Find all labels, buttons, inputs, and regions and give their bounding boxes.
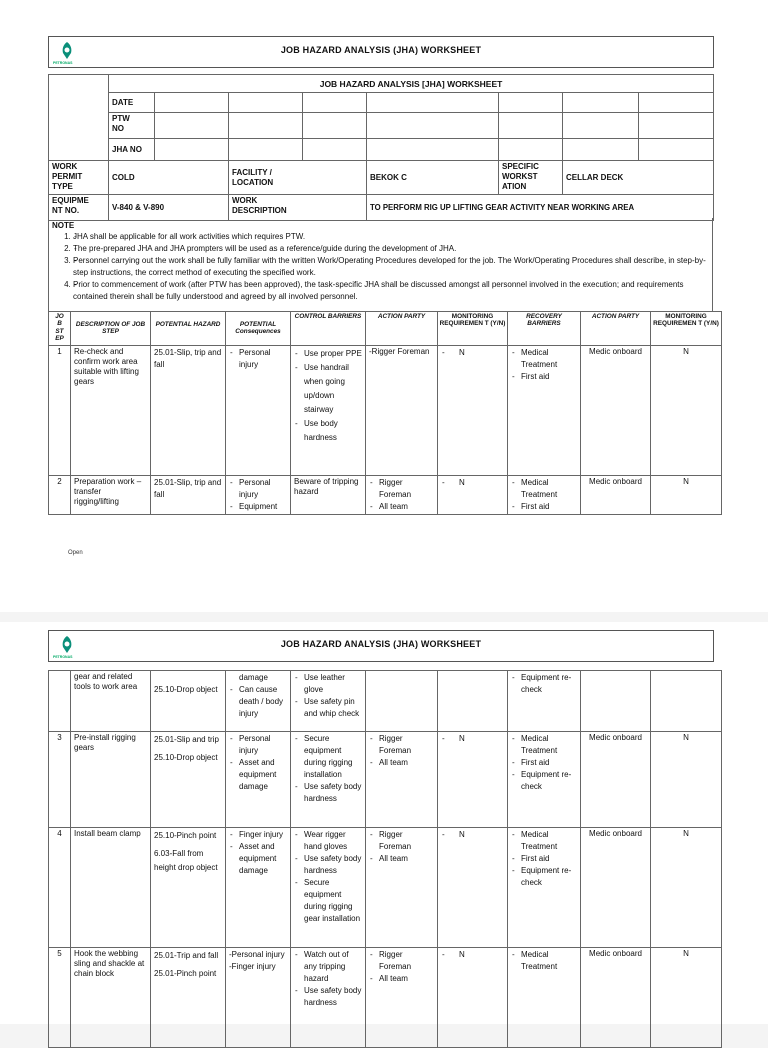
recovery-cell: - Medical Treatment - First aid - Equipment re-check — [508, 732, 581, 828]
note-box — [48, 218, 713, 312]
footer-classification: Open — [68, 550, 83, 556]
hazard-cell: 25.01-Slip, trip and fall — [151, 476, 226, 515]
hazard-cell: 25.01-Slip and trip 25.10-Drop object — [151, 732, 226, 828]
monitoring-cell: - N — [438, 346, 508, 476]
monitoring-2-cell: N — [651, 476, 722, 515]
consequences-cell: - Personal injury - Asset and equipment damage — [226, 732, 291, 828]
monitoring-cell: - N — [438, 828, 508, 948]
header-hazard: POTENTIAL HAZARD — [151, 312, 226, 346]
action-party-2-cell: Medic onboard — [581, 948, 651, 1048]
header-recovery: RECOVERY BARRIERS — [508, 312, 581, 346]
note-item: - 3. Personnel carrying out the work shall be fully familiar with the written Work/Operating Procedures developed for the job. The Work/Operating Procedures shall describe, in step-by-step instructions, the correct method of executing the specified work. — [73, 255, 709, 279]
work-description-label: WORK DESCRIPTION — [229, 195, 367, 221]
step-number: 1 — [49, 346, 71, 476]
action-party-cell: - Rigger Foreman - All team — [366, 476, 438, 515]
consequences-cell: - Finger injury - Asset and equipment damage — [226, 828, 291, 948]
logo-text: PETRONAS — [53, 61, 73, 65]
table-row — [49, 828, 722, 948]
note-item: - 4. Prior to commencement of work (after PTW has been approved), the task-specific JHA shall be discussed amongst all personnel involved in the execution; and requirements contained therein shall be fully understood and agreed by all involved personnel. — [73, 279, 709, 303]
jha-cell[interactable] — [303, 139, 367, 161]
info-table — [48, 74, 714, 221]
control-cell: - Use proper PPE - Use handrail when going up/down stairway - Use body hardness — [291, 346, 366, 476]
action-party-2-cell: Medic onboard — [581, 476, 651, 515]
monitoring-2-cell: N — [651, 828, 722, 948]
form-title: JOB HAZARD ANALYSIS [JHA] WORKSHEET — [109, 75, 714, 93]
page-header — [48, 630, 714, 662]
header-monitoring-2: MONITORING REQUIREMEN T (Y/N) — [651, 312, 722, 346]
date-cell[interactable] — [155, 93, 229, 113]
page-header — [48, 36, 714, 68]
ptw-cell[interactable] — [639, 113, 714, 139]
work-permit-type-value: COLD — [109, 161, 229, 195]
recovery-cell: - Equipment re-check — [508, 671, 581, 732]
step-description: Hook the webbing sling and shackle at chain block — [71, 948, 151, 1048]
action-party-cell: - Rigger Foreman - All team — [366, 948, 438, 1048]
consequences-cell: -Personal injury -Finger injury — [226, 948, 291, 1048]
step-description: gear and related tools to work area — [71, 671, 151, 732]
step-number: 4 — [49, 828, 71, 948]
control-cell: - Use leather glove - Use safety pin and whip check — [291, 671, 366, 732]
monitoring-2-cell: N — [651, 732, 722, 828]
recovery-cell: - Medical Treatment — [508, 948, 581, 1048]
jha-cell[interactable] — [639, 139, 714, 161]
action-party-2-cell: Medic onboard — [581, 346, 651, 476]
blank-cell — [49, 75, 109, 161]
table-row — [49, 948, 722, 1048]
facility-value: BEKOK C — [367, 161, 499, 195]
consequences-cell: - Personal injury — [226, 346, 291, 476]
jha-cell[interactable] — [499, 139, 563, 161]
note-item: - 1. JHA shall be applicable for all work activities which requires PTW. — [73, 231, 709, 243]
jha-label: JHA NO — [109, 139, 155, 161]
hazard-cell: 25.10-Drop object — [151, 671, 226, 732]
recovery-cell: - Medical Treatment - First aid - Equipment re-check — [508, 828, 581, 948]
step-description: Re-check and confirm work area suitable with lifting gears — [71, 346, 151, 476]
equipment-value: V-840 & V-890 — [109, 195, 229, 221]
date-cell[interactable] — [499, 93, 563, 113]
date-cell[interactable] — [229, 93, 303, 113]
consequences-cell: - Personal injury - Equipment — [226, 476, 291, 515]
note-list — [52, 231, 709, 303]
action-party-cell: - Rigger Foreman - All team — [366, 732, 438, 828]
specific-workstation-label: SPECIFIC WORKST ATION — [499, 161, 563, 195]
facility-label: FACILITY / LOCATION — [229, 161, 367, 195]
control-cell: - Wear rigger hand gloves - Use safety body hardness - Secure equipment during rigging gear installation — [291, 828, 366, 948]
monitoring-2-cell — [651, 671, 722, 732]
header-control: CONTROL BARRIERS — [291, 312, 366, 346]
action-party-cell: - Rigger Foreman - All team — [366, 828, 438, 948]
control-cell: - Watch out of any tripping hazard - Use safety body hardness — [291, 948, 366, 1048]
monitoring-2-cell: N — [651, 346, 722, 476]
logo-text: PETRONAS — [53, 655, 73, 659]
action-party-cell: -Rigger Foreman — [366, 346, 438, 476]
step-description: Pre-install rigging gears — [71, 732, 151, 828]
jha-cell[interactable] — [155, 139, 229, 161]
header-monitoring: MONITORING REQUIREMEN T (Y/N) — [438, 312, 508, 346]
date-cell[interactable] — [639, 93, 714, 113]
monitoring-cell: - N — [438, 732, 508, 828]
hazard-cell: 25.01-Trip and fall 25.01-Pinch point — [151, 948, 226, 1048]
step-number: 2 — [49, 476, 71, 515]
action-party-2-cell: Medic onboard — [581, 732, 651, 828]
recovery-cell: - Medical Treatment - First aid — [508, 346, 581, 476]
control-cell: - Secure equipment during rigging installation - Use safety body hardness — [291, 732, 366, 828]
ptw-cell[interactable] — [563, 113, 639, 139]
hazard-cell: 25.10-Pinch point 6.03-Fall from height drop object — [151, 828, 226, 948]
hazard-table — [48, 311, 722, 515]
date-cell[interactable] — [563, 93, 639, 113]
equipment-label: EQUIPME NT NO. — [49, 195, 109, 221]
date-cell[interactable] — [367, 93, 499, 113]
note-item: - 2. The pre-prepared JHA and JHA prompters will be used as a reference/guide during the development of JHA. — [73, 243, 709, 255]
table-row — [49, 346, 722, 476]
step-description: Install beam clamp — [71, 828, 151, 948]
hazard-cell: 25.01-Slip, trip and fall — [151, 346, 226, 476]
jha-cell[interactable] — [563, 139, 639, 161]
ptw-cell[interactable] — [155, 113, 229, 139]
monitoring-2-cell: N — [651, 948, 722, 1048]
header-job-step: JO B ST EP — [49, 312, 71, 346]
ptw-cell[interactable] — [229, 113, 303, 139]
ptw-label: PTW NO — [109, 113, 155, 139]
monitoring-cell: - N — [438, 948, 508, 1048]
date-label: DATE — [109, 93, 155, 113]
page-title: JOB HAZARD ANALYSIS (JHA) WORKSHEET — [280, 639, 482, 649]
jha-cell[interactable] — [367, 139, 499, 161]
header-action-party-2: ACTION PARTY — [581, 312, 651, 346]
page-2 — [0, 622, 768, 1024]
hazard-table-continued — [48, 670, 722, 1048]
step-number — [49, 671, 71, 732]
consequences-cell: damage - Can cause death / body injury — [226, 671, 291, 732]
step-number: 3 — [49, 732, 71, 828]
control-cell: Beware of tripping hazard — [291, 476, 366, 515]
table-row — [49, 732, 722, 828]
specific-workstation-value: CELLAR DECK — [563, 161, 714, 195]
ptw-cell[interactable] — [303, 113, 367, 139]
jha-cell[interactable] — [229, 139, 303, 161]
step-number: 5 — [49, 948, 71, 1048]
page-title: JOB HAZARD ANALYSIS (JHA) WORKSHEET — [280, 45, 482, 55]
action-party-2-cell — [581, 671, 651, 732]
work-permit-type-label: WORK PERMIT TYPE — [49, 161, 109, 195]
action-party-cell — [366, 671, 438, 732]
header-description: DESCRIPTION OF JOB STEP — [71, 312, 151, 346]
monitoring-cell — [438, 671, 508, 732]
note-title: NOTE — [52, 221, 75, 230]
recovery-cell: - Medical Treatment - First aid — [508, 476, 581, 515]
ptw-cell[interactable] — [367, 113, 499, 139]
table-row — [49, 671, 722, 732]
header-consequences: POTENTIAL Consequences — [226, 312, 291, 346]
action-party-2-cell: Medic onboard — [581, 828, 651, 948]
work-description-value: TO PERFORM RIG UP LIFTING GEAR ACTIVITY NEAR WORKING AREA — [367, 195, 714, 221]
header-action-party: ACTION PARTY — [366, 312, 438, 346]
step-description: Preparation work – transfer rigging/lifting — [71, 476, 151, 515]
table-row — [49, 476, 722, 515]
ptw-cell[interactable] — [499, 113, 563, 139]
date-cell[interactable] — [303, 93, 367, 113]
monitoring-cell: - N — [438, 476, 508, 515]
